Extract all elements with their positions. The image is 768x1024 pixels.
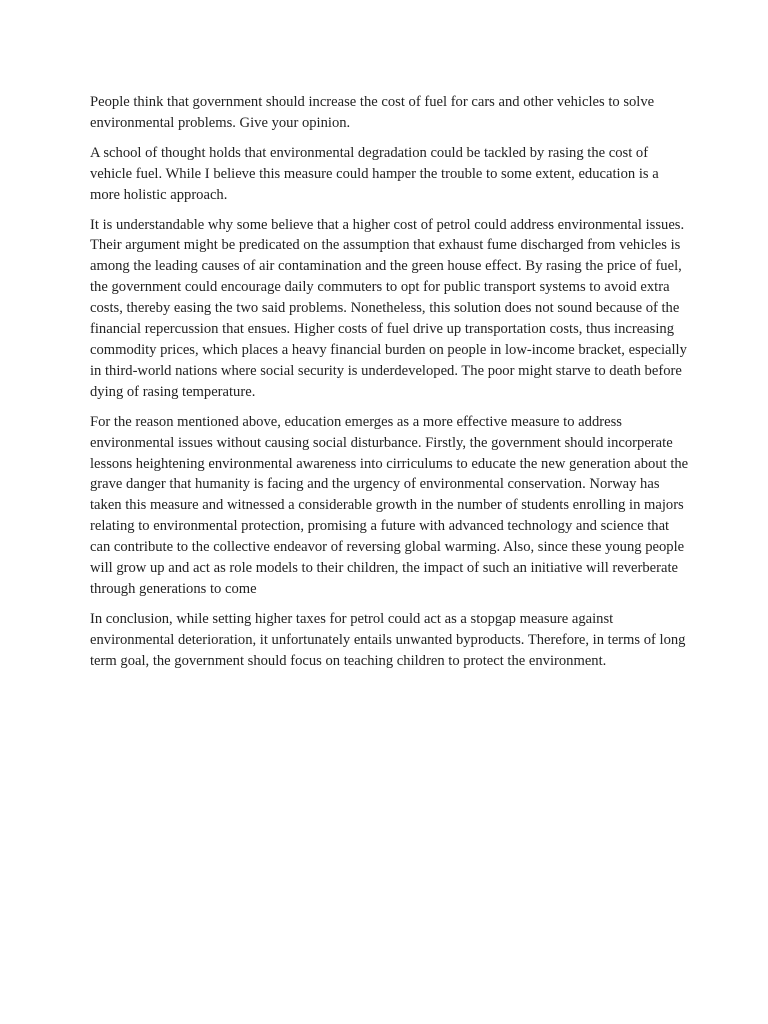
conclusion-paragraph: In conclusion, while setting higher taxes for petrol could act as a stopgap measure against environmental deterioration, it unfortunately entails unwanted byproducts. Therefore, in terms of long term goal, the government should focus on teaching children to protect the environment. bbox=[90, 610, 686, 669]
body-paragraph-1: It is understandable why some believe that a higher cost of petrol could address environmental issues. Their argument might be predicated on the assumption that exhaust fume discharged from vehicles is among the leading causes of air contamination and the green house effect. By rasing the price of fuel, the government could encourage daily commuters to opt for public transport systems to avoid extra costs, thereby easing the two said problems. Nonetheless, this solution does not sound because of the financial repercussion that ensues. Higher costs of fuel drive up transportation costs, thus increasing commodity prices, which places a heavy financial burden on people in low-income bracket, especially in third-world nations where social security is underdeveloped. The poor might starve to death before dying of rasing temperature. bbox=[90, 216, 687, 400]
body-paragraph-2: For the reason mentioned above, education emerges as a more effective measure to address environmental issues without causing social disturbance. Firstly, the government should incorperate lessons heightening environmental awareness into cirriculums to educate the new generation about the grave danger that humanity is facing and the urgency of environmental conservation. Norway has taken this measure and witnessed a considerable growth in the number of students enrolling in majors relating to environmental protection, promising a future with advanced technology and science that can contribute to the collective endeavor of reversing global warming. Also, since these young people will grow up and act as role models to their children, the impact of such an initiative will reverberate through generations to come bbox=[90, 413, 689, 597]
introduction-paragraph: A school of thought holds that environmental degradation could be tackled by rasing the cost of vehicle fuel. While I believe this measure could hamper the trouble to some extent, education is a more holistic approach. bbox=[90, 144, 659, 203]
essay-prompt: People think that government should increase the cost of fuel for cars and other vehicles to solve environmental problems. Give your opinion. bbox=[90, 94, 655, 131]
